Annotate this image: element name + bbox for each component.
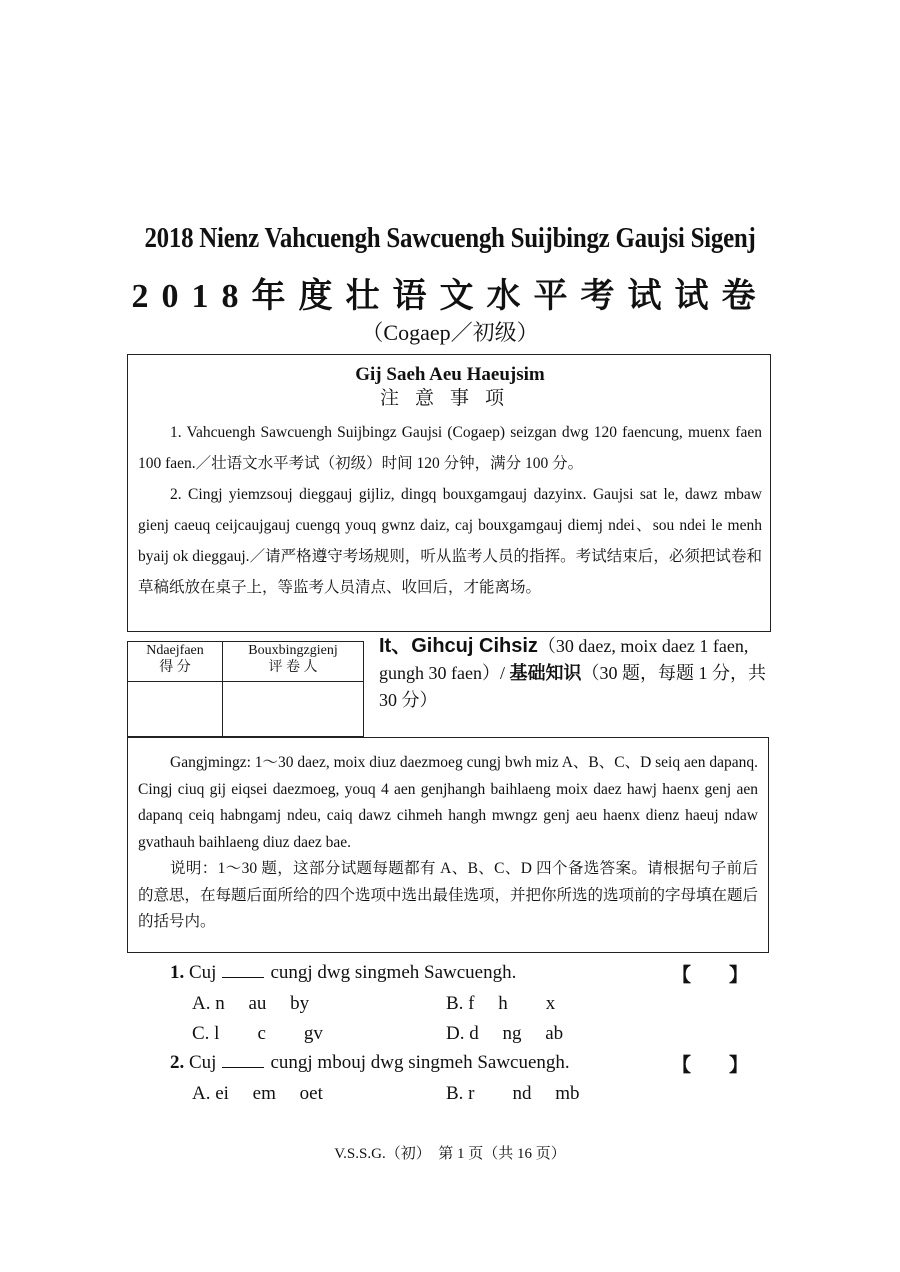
section-title-rest: （30 daez, moix daez 1 faen, gungh 30 faen）/: [379, 636, 749, 683]
title-english: 2018 Nienz Vahcuengh Sawcuengh Suijbingz Gaujsi Sigenj: [144, 222, 756, 254]
score-header: [128, 642, 223, 682]
grader-cell[interactable]: [223, 682, 364, 737]
answer-blank: [222, 961, 264, 978]
grader-header: [223, 642, 364, 682]
level-subtitle: （Cogaep／初级）: [361, 320, 539, 345]
option-b: B. f h x: [446, 993, 556, 1014]
score-header-en: Ndaejfaen: [146, 643, 204, 658]
page-footer: V.S.S.G.（初） 第 1 页（共 16 页）: [334, 1146, 566, 1162]
question-text-pre: Cuj: [189, 962, 217, 983]
section-title-zh-rest: （30 题，每题 1 分，共 30 分）: [379, 663, 766, 710]
option-a: A. n au by: [192, 993, 310, 1014]
answer-bracket[interactable]: 【 】: [672, 1055, 749, 1076]
notice-item-1: 1. Vahcuengh Sawcuengh Suijbingz Gaujsi (Cogaep) seizgan dwg 120 faencung, muenx faen 100 faen.／壮语文水平考试（初级）时间 120 分钟，满分 100 分。: [138, 424, 762, 472]
score-cell[interactable]: [128, 682, 223, 737]
title-chinese: 2018年度壮语文水平考试试卷: [131, 278, 769, 315]
answer-blank: [222, 1051, 264, 1068]
question-text-pre: Cuj: [189, 1052, 217, 1073]
instructions-zhuang: Gangjmingz: 1～30 daez, moix diuz daezmoeg cungj bwh miz A、B、C、D seiq aen dapanq. Cingj ciuq gij eiqsei daezmoeg, youq 4 aen genjhangh baihlaeng moix daez hawj haenx genj aen dapanq ceiq habngamj ndeu, caiq dawz cihmeh hangh mwngz genj aeu haenx dienz haeuj ndaw gvathauh baihlaeng diuz daez bae.: [138, 754, 759, 851]
section-title-bold: It、Gihcuj Cihsiz: [379, 635, 538, 657]
question-number: 1.: [170, 962, 185, 983]
option-b: B. r nd mb: [446, 1083, 580, 1104]
grader-header-zh: 评 卷 人: [268, 660, 318, 675]
notice-item-2: 2. Cingj yiemzsouj dieggauj gijliz, dingq bouxgamgauj dazyinx. Gaujsi sat le, dawz mbaw gienj caeuq ceijcaujgauj cuengq youq gwnz daiz, caj bouxgamgauj diemj ndei、sou ndei le menh byaij ok dieggauj.／请严格遵守考场规则，听从监考人员的指挥。考试结束后，必须把试卷和草稿纸放在桌子上，等监考人员清点、收回后，才能离场。: [138, 486, 762, 596]
option-a: A. ei em oet: [192, 1083, 323, 1104]
notice-title-english: Gij Saeh Aeu Haeujsim: [355, 364, 545, 385]
option-d: D. d ng ab: [446, 1023, 564, 1044]
notice-title-chinese: 注意事项: [379, 388, 520, 409]
answer-bracket[interactable]: 【 】: [672, 965, 749, 986]
score-table: [127, 641, 364, 737]
score-header-zh: 得 分: [159, 660, 191, 675]
instructions-chinese: 说明：1～30 题，这部分试题每题都有 A、B、C、D 四个备选答案。请根据句子前后的意思，在每题后面所给的四个选项中选出最佳选项，并把你所选的选项前的字母填在题后的括号内。: [138, 860, 759, 930]
question-2: [170, 1048, 570, 1078]
question-text-post: cungj dwg singmeh Sawcuengh.: [270, 962, 517, 983]
section-title-zh-bold: 基础知识: [509, 663, 582, 684]
question-number: 2.: [170, 1052, 185, 1073]
question-text-post: cungj mbouj dwg singmeh Sawcuengh.: [270, 1052, 570, 1073]
option-c: C. l c gv: [192, 1023, 323, 1044]
section-heading: [379, 633, 774, 714]
grader-header-en: Bouxbingzgienj: [248, 643, 338, 658]
instructions-box: [127, 737, 769, 953]
question-1: [170, 958, 516, 988]
notice-box: [127, 354, 771, 632]
